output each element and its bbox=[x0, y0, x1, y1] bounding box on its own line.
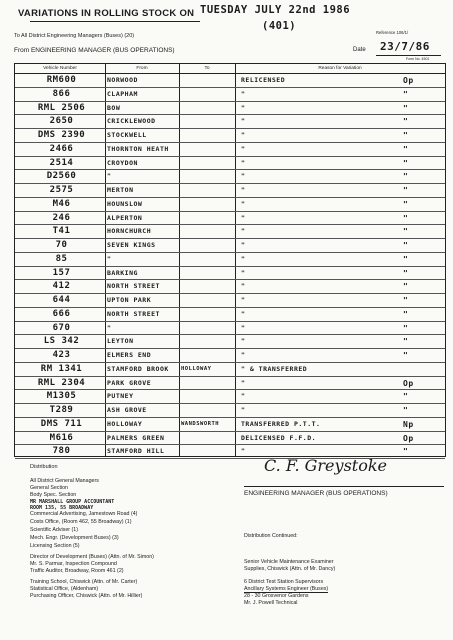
reason-for-variation: " bbox=[241, 406, 246, 414]
from-garage: NORTH STREET bbox=[107, 309, 160, 318]
reason-for-variation: " bbox=[241, 282, 246, 291]
distribution-item: Statistical Office, (Aldenham) bbox=[30, 586, 99, 592]
reason-for-variation: DELICENSED F.F.D. bbox=[241, 433, 317, 442]
from-garage: HOLLOWAY bbox=[107, 419, 143, 428]
table-row bbox=[15, 307, 445, 322]
signatory-title: ENGINEERING MANAGER (BUS OPERATIONS) bbox=[244, 490, 388, 497]
variations-table bbox=[14, 63, 446, 457]
vehicle-number: 670 bbox=[52, 322, 71, 333]
reason-for-variation: " bbox=[241, 241, 246, 249]
reason-for-variation: " bbox=[241, 268, 246, 277]
reason-for-variation: " bbox=[241, 254, 246, 263]
reason-status-mark: " bbox=[403, 406, 409, 415]
table-row bbox=[15, 376, 445, 391]
handwritten-sheet-number: (401) bbox=[262, 20, 297, 32]
from-garage: ELMERS END bbox=[107, 351, 152, 359]
table-row bbox=[15, 114, 445, 129]
reason-status-mark: Op bbox=[403, 433, 414, 443]
distribution-item: ROOM 135, 55 BROADWAY bbox=[30, 505, 94, 511]
distribution-continued-item: 28 - 30 Grosvenor Gardens bbox=[244, 593, 309, 599]
reason-for-variation: " bbox=[241, 89, 246, 98]
table-row bbox=[15, 128, 445, 143]
vehicle-number: D2560 bbox=[46, 171, 77, 182]
vehicle-number: 644 bbox=[52, 295, 71, 305]
from-garage: UPTON PARK bbox=[107, 296, 152, 304]
distribution-item: Mech. Engr. (Development Buses) (3) bbox=[30, 535, 119, 541]
table-row bbox=[15, 403, 445, 418]
distribution-continued-item: 6 District Test Station Supervisors bbox=[244, 579, 324, 585]
reason-for-variation: " bbox=[241, 323, 246, 332]
from-garage: NORWOOD bbox=[107, 76, 138, 84]
from-garage: BOW bbox=[107, 103, 121, 112]
distribution-item: General Section bbox=[30, 485, 68, 491]
reason-status-mark: " bbox=[403, 158, 409, 168]
distribution-item: All District General Managers bbox=[30, 478, 99, 484]
from-garage: NORTH STREET bbox=[107, 282, 160, 291]
from-garage: CRICKLEWOOD bbox=[107, 117, 156, 126]
reason-for-variation: " bbox=[241, 447, 246, 456]
table-row bbox=[15, 73, 445, 88]
from-garage: PUTNEY bbox=[107, 392, 134, 401]
vehicle-number: 866 bbox=[52, 88, 71, 99]
reason-status-mark: " bbox=[403, 323, 409, 333]
from-garage: STAMFORD BROOK bbox=[107, 364, 169, 373]
table-row bbox=[15, 87, 445, 102]
table-row bbox=[15, 156, 445, 171]
from-garage: STOCKWELL bbox=[107, 131, 147, 139]
reason-status-mark: " bbox=[403, 186, 409, 195]
distribution-item: Purchasing Officer, Chiswick (Attn. of Mr. Hillier) bbox=[30, 593, 143, 599]
vehicle-number: 70 bbox=[55, 240, 68, 250]
distribution-item: Traffic Auditor, Broadway, Room 461 (2) bbox=[30, 568, 124, 574]
reason-status-mark: " bbox=[403, 103, 409, 113]
reason-for-variation: " & TRANSFERRED bbox=[241, 364, 308, 373]
reason-status-mark: " bbox=[403, 241, 409, 250]
reason-for-variation: " bbox=[241, 158, 246, 167]
reason-for-variation: " bbox=[241, 144, 246, 153]
col-header-from: From bbox=[136, 66, 148, 71]
reason-for-variation: " bbox=[241, 186, 246, 194]
reason-for-variation: " bbox=[241, 309, 246, 318]
signature-line bbox=[244, 486, 444, 487]
reason-for-variation: " bbox=[241, 199, 246, 208]
table-row bbox=[15, 279, 445, 294]
from-garage: " bbox=[107, 323, 112, 332]
reason-status-mark: Np bbox=[403, 419, 414, 429]
from-garage: PALMERS GREEN bbox=[107, 433, 165, 442]
vehicle-number: M616 bbox=[49, 432, 74, 443]
vehicle-number: 2575 bbox=[49, 185, 74, 195]
from-garage: ALPERTON bbox=[107, 213, 143, 222]
vehicle-number: M1305 bbox=[46, 391, 77, 402]
date-underline bbox=[376, 55, 441, 56]
table-row bbox=[15, 417, 445, 432]
reason-for-variation: " bbox=[241, 172, 246, 181]
reason-status-mark: " bbox=[403, 254, 409, 264]
vehicle-number: 2466 bbox=[49, 143, 74, 154]
from-garage: PARK GROVE bbox=[107, 378, 152, 387]
from-garage: " bbox=[107, 254, 112, 263]
from-garage: HORNCHURCH bbox=[107, 227, 152, 236]
vehicle-number: T289 bbox=[49, 405, 74, 415]
distribution-item: Mr. S. Parmar, Inspection Compound bbox=[30, 561, 117, 567]
reason-for-variation: " bbox=[241, 117, 246, 126]
from-garage: CROYDON bbox=[107, 158, 138, 167]
reason-for-variation: " bbox=[241, 337, 246, 346]
from-garage: ASH GROVE bbox=[107, 406, 147, 414]
reason-status-mark: " bbox=[403, 172, 409, 182]
table-row bbox=[15, 142, 445, 157]
reason-status-mark: " bbox=[403, 117, 409, 127]
reason-status-mark: " bbox=[403, 131, 409, 140]
distribution-continued-item: Ancillary Systems Engineer (Buses) bbox=[244, 586, 329, 592]
reason-status-mark: " bbox=[403, 89, 409, 99]
reason-for-variation: " bbox=[241, 103, 246, 112]
distribution-heading: Distribution bbox=[30, 464, 58, 470]
reason-status-mark: " bbox=[403, 337, 409, 347]
reason-status-mark: " bbox=[403, 447, 409, 457]
reason-for-variation: " bbox=[241, 227, 246, 236]
vehicle-number: RML 2304 bbox=[37, 377, 86, 388]
reason-status-mark: " bbox=[403, 268, 409, 278]
table-row bbox=[15, 211, 445, 226]
to-garage: HOLLOWAY bbox=[181, 365, 212, 372]
reason-status-mark: " bbox=[403, 392, 409, 402]
to-garage: WANDSWORTH bbox=[181, 420, 220, 427]
title-underline bbox=[30, 21, 200, 22]
vehicle-number: RM600 bbox=[46, 75, 77, 85]
table-row bbox=[15, 183, 445, 198]
distribution-item: Body Spec. Section bbox=[30, 492, 77, 498]
table-row bbox=[15, 238, 445, 253]
vehicle-number: T41 bbox=[52, 226, 71, 237]
distribution-item: Commercial Advertising, Jamestown Road (4) bbox=[30, 511, 138, 517]
distribution-continued-heading: Distribution Continued: bbox=[244, 533, 298, 539]
table-row bbox=[15, 321, 445, 336]
reason-status-mark: Op bbox=[403, 76, 414, 85]
table-row bbox=[15, 362, 445, 377]
reason-status-mark: " bbox=[403, 144, 409, 154]
vehicle-number: 2514 bbox=[49, 157, 74, 168]
signature: C. F. Greystoke bbox=[264, 456, 387, 475]
vehicle-number: DMS 2390 bbox=[37, 130, 86, 140]
table-row bbox=[15, 389, 445, 404]
distribution-continued-item: Senior Vehicle Maintenance Examiner bbox=[244, 559, 334, 565]
reason-status-mark: " bbox=[403, 282, 409, 292]
table-row bbox=[15, 431, 445, 446]
reason-for-variation: " bbox=[241, 213, 246, 222]
reason-for-variation: RELICENSED bbox=[241, 76, 286, 84]
form-title: VARIATIONS IN ROLLING STOCK ON bbox=[18, 8, 195, 19]
to-line: To All District Engineering Managers (Buses) (20) bbox=[14, 33, 135, 39]
from-garage: SEVEN KINGS bbox=[107, 241, 156, 249]
reference-number: Reference 106/1/ bbox=[376, 30, 409, 35]
reason-for-variation: TRANSFERRED P.T.T. bbox=[241, 419, 321, 428]
from-garage: BARKING bbox=[107, 268, 138, 277]
from-garage: THORNTON HEATH bbox=[107, 144, 169, 153]
from-garage: HOUNSLOW bbox=[107, 199, 143, 208]
reason-status-mark: " bbox=[403, 309, 409, 319]
distribution-item: Scientific Adviser (1) bbox=[30, 527, 78, 533]
from-garage: STAMFORD HILL bbox=[107, 447, 165, 456]
form-number: Form No. 4501 bbox=[406, 57, 430, 61]
from-garage: " bbox=[107, 172, 112, 181]
vehicle-number: 246 bbox=[52, 212, 71, 223]
reason-for-variation: " bbox=[241, 392, 246, 401]
reason-status-mark: " bbox=[403, 351, 409, 360]
col-header-vehicle: Vehicle Number bbox=[43, 66, 77, 71]
table-row bbox=[15, 348, 445, 363]
from-line: From ENGINEERING MANAGER (BUS OPERATIONS) bbox=[14, 47, 175, 54]
reason-status-mark: " bbox=[403, 199, 409, 209]
table-row bbox=[15, 224, 445, 239]
col-header-to: To bbox=[204, 66, 210, 71]
vehicle-number: 412 bbox=[52, 281, 71, 292]
table-row bbox=[15, 293, 445, 308]
distribution-continued-item: Mr. J. Powell Technical bbox=[244, 600, 298, 606]
distribution-item: Costs Office, (Room 462, 55 Broadway) (1) bbox=[30, 519, 132, 525]
vehicle-number: RML 2506 bbox=[37, 102, 86, 113]
date-label: Date bbox=[353, 47, 366, 53]
vehicle-number: 423 bbox=[52, 350, 71, 360]
table-row bbox=[15, 334, 445, 349]
reason-status-mark: " bbox=[403, 296, 409, 305]
vehicle-number: 157 bbox=[52, 267, 71, 278]
vehicle-number: M46 bbox=[52, 198, 71, 209]
vehicle-number: 666 bbox=[52, 308, 71, 319]
reason-status-mark: Op bbox=[403, 378, 414, 388]
reason-for-variation: " bbox=[241, 131, 246, 139]
vehicle-number: RM 1341 bbox=[40, 363, 83, 374]
distribution-item: Licensing Section (5) bbox=[30, 543, 80, 549]
distribution-item: MR MARSHALL GROUP ACCOUNTANT bbox=[30, 499, 115, 505]
reason-for-variation: " bbox=[241, 296, 246, 304]
vehicle-number: 2650 bbox=[49, 116, 74, 127]
from-garage: MERTON bbox=[107, 186, 134, 194]
reason-status-mark: " bbox=[403, 227, 409, 237]
handwritten-date: TUESDAY JULY 22nd 1986 bbox=[200, 4, 351, 16]
from-garage: CLAPHAM bbox=[107, 89, 138, 98]
table-row bbox=[15, 169, 445, 184]
reason-for-variation: " bbox=[241, 351, 246, 359]
date-value: 23/7/86 bbox=[380, 40, 430, 53]
reason-status-mark: " bbox=[403, 213, 409, 223]
distribution-item: Director of Development (Buses) (Attn. of Mr. Simon) bbox=[30, 554, 154, 560]
col-header-reason: Reason for Variation bbox=[318, 66, 362, 71]
vehicle-number: 780 bbox=[52, 446, 71, 457]
table-row bbox=[15, 252, 445, 267]
from-garage: LEYTON bbox=[107, 337, 134, 346]
table-row bbox=[15, 197, 445, 212]
vehicle-number: DMS 711 bbox=[40, 418, 83, 429]
vehicle-number: LS 342 bbox=[43, 336, 80, 347]
reason-for-variation: " bbox=[241, 378, 246, 387]
table-row bbox=[15, 101, 445, 116]
distribution-item: Training School, Chiswick (Attn. of Mr. Carter) bbox=[30, 579, 138, 585]
vehicle-number: 85 bbox=[55, 253, 68, 264]
distribution-continued-item: Supplies, Chiswick (Attn. of Mr. Dancy) bbox=[244, 566, 336, 572]
table-row bbox=[15, 266, 445, 281]
